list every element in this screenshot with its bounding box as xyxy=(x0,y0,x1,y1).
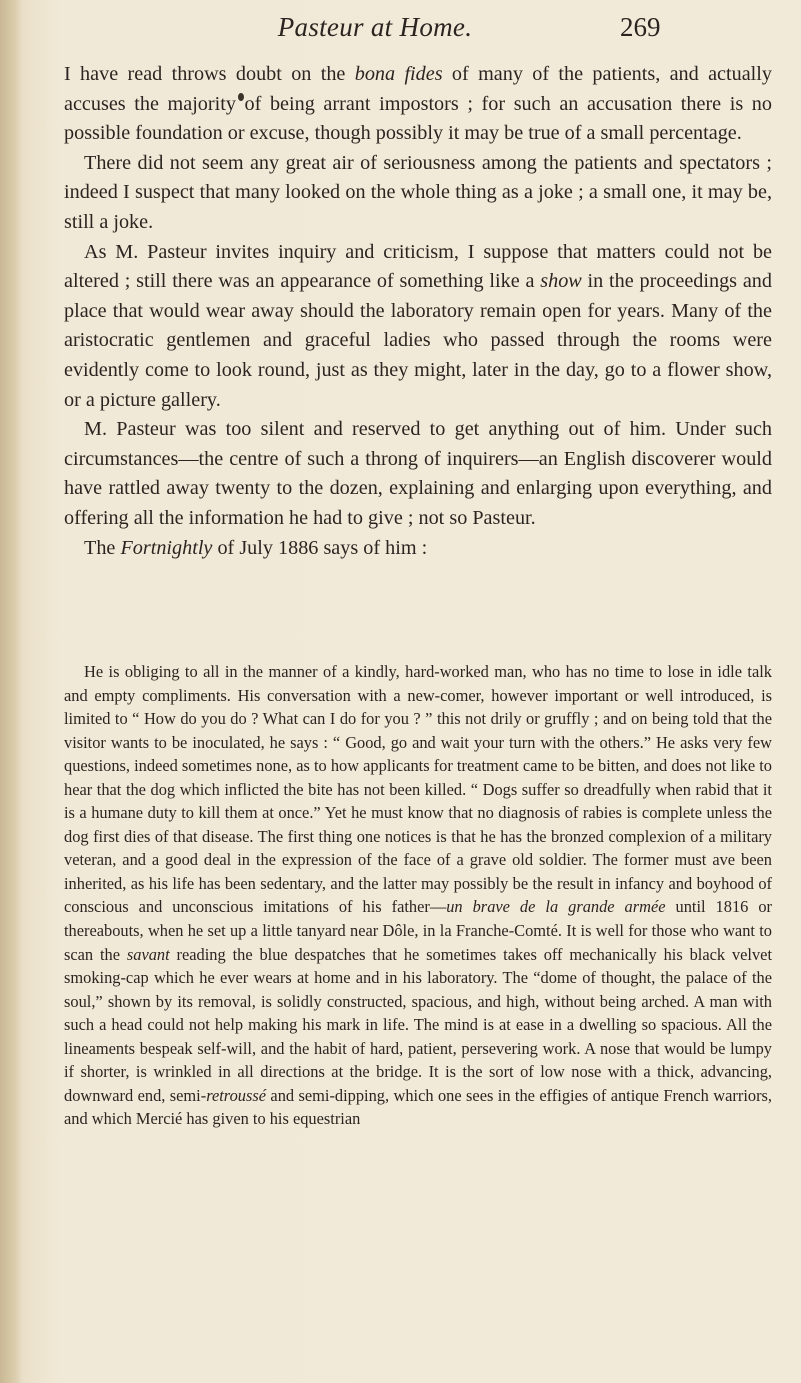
paragraph-text: The xyxy=(84,536,121,559)
paragraph-text: of July 1886 says of him : xyxy=(212,536,428,559)
paragraph xyxy=(64,60,772,149)
block-quote xyxy=(64,660,772,1131)
italic-phrase: savant xyxy=(126,944,170,964)
paragraph-text: As M. Pasteur invites inquiry and criticism, I suppose that matters could not be altered ; still there was an appearance of something like a xyxy=(64,240,772,293)
quote-text: and semi-dipping, which one sees in the effigies of antique French warriors, and which Mercié has given to his equestrian xyxy=(64,1085,773,1129)
quote-text: He is obliging to all in the manner of a kindly, hard-worked man, who has no time to lose in idle talk and empty compliments. His conversation with a new-comer, however important or well introduced, is limited to “ How do you do ? What can I do for you ? ” this not drily or gruffly ; and on being told that the visitor wants to be inoculated, he says : “ Good, go and wait your turn with the others.” He asks very few questions, indeed sometimes none, as to how applicants for treatment came to be bitten, and does not like to hear that the dog which inflicted the bite has not been killed. “ Dogs suffer so dreadfully when rabid that it is a humane duty to kill them at once.” Yet he must know that no diagnosis of rabies is complete unless the dog first dies of that disease. The first thing one notices is that he has the bronzed complexion of a military veteran, and a good deal in the expression of the face of a grave old soldier. The former must ave been inherited, as his life has been sedentary, and the latter may possibly be the result in infancy and boyhood of conscious and unconscious imitations of his father— xyxy=(64,662,772,917)
italic-phrase: un brave de la grande armée xyxy=(446,897,666,917)
paragraph: M. Pasteur was too silent and reserved to get anything out of him. Under such circumstances—the centre of such a throng of inquirers—an English discoverer would have rattled away twenty to the dozen, explaining and enlarging upon everything, and offering all the information he had to give ; not so Pasteur. xyxy=(64,418,772,529)
paragraph: There did not seem any great air of seriousness among the patients and spectators ; indeed I suspect that many looked on the whole thing as a joke ; a small one, it may be, still a joke. xyxy=(64,151,772,233)
running-title: Pasteur at Home. xyxy=(277,12,473,42)
paragraph xyxy=(64,534,772,564)
page-gutter-shadow xyxy=(0,0,22,1383)
page-number: 269 xyxy=(620,12,661,42)
italic-title: Fortnightly xyxy=(120,536,213,559)
paragraph xyxy=(64,238,772,416)
italic-phrase: bona fides xyxy=(354,63,443,85)
paragraph-text: of many of the patients, and actually accuses the majority of being arrant impostors ; for such an accusation there is no possible foundation or excuse, though possibly it may be true of a small percentage. xyxy=(64,63,772,145)
page-header xyxy=(0,12,801,52)
quote-text: until 1816 or thereabouts, when he set up a little tanyard near Dôle, in la Franche-Comté. It is well for those who want to scan the xyxy=(64,897,772,964)
quote-text: reading the blue despatches that he sometimes takes off mechanically his black velvet smoking-cap which he ever wears at home and in his laboratory. The “dome of thought, the palace of the soul,” shown by its removal, is solidly constructed, spacious, and high, without being arched. A man with such a head could not help making his mark in life. The mind is at ease in a dwelling so spacious. All the lineaments bespeak self-will, and the habit of hard, patient, persevering work. A nose that would be lumpy if shorter, is wrinkled in all directions at the bridge. It is the sort of low nose with a thick, advancing, downward end, semi- xyxy=(64,944,773,1105)
italic-phrase: retroussé xyxy=(206,1085,266,1105)
italic-phrase: show xyxy=(540,270,582,293)
paragraph-text: in the proceedings and place that would wear away should the laboratory remain open for years. Many of the aristocratic gentlemen and graceful ladies who passed through the rooms were evidently come to look round, just as they might, later in the day, go to a flower show, or a picture gallery. xyxy=(64,270,772,411)
main-text xyxy=(64,60,772,563)
paragraph-text: I have read throws doubt on the xyxy=(64,63,355,85)
